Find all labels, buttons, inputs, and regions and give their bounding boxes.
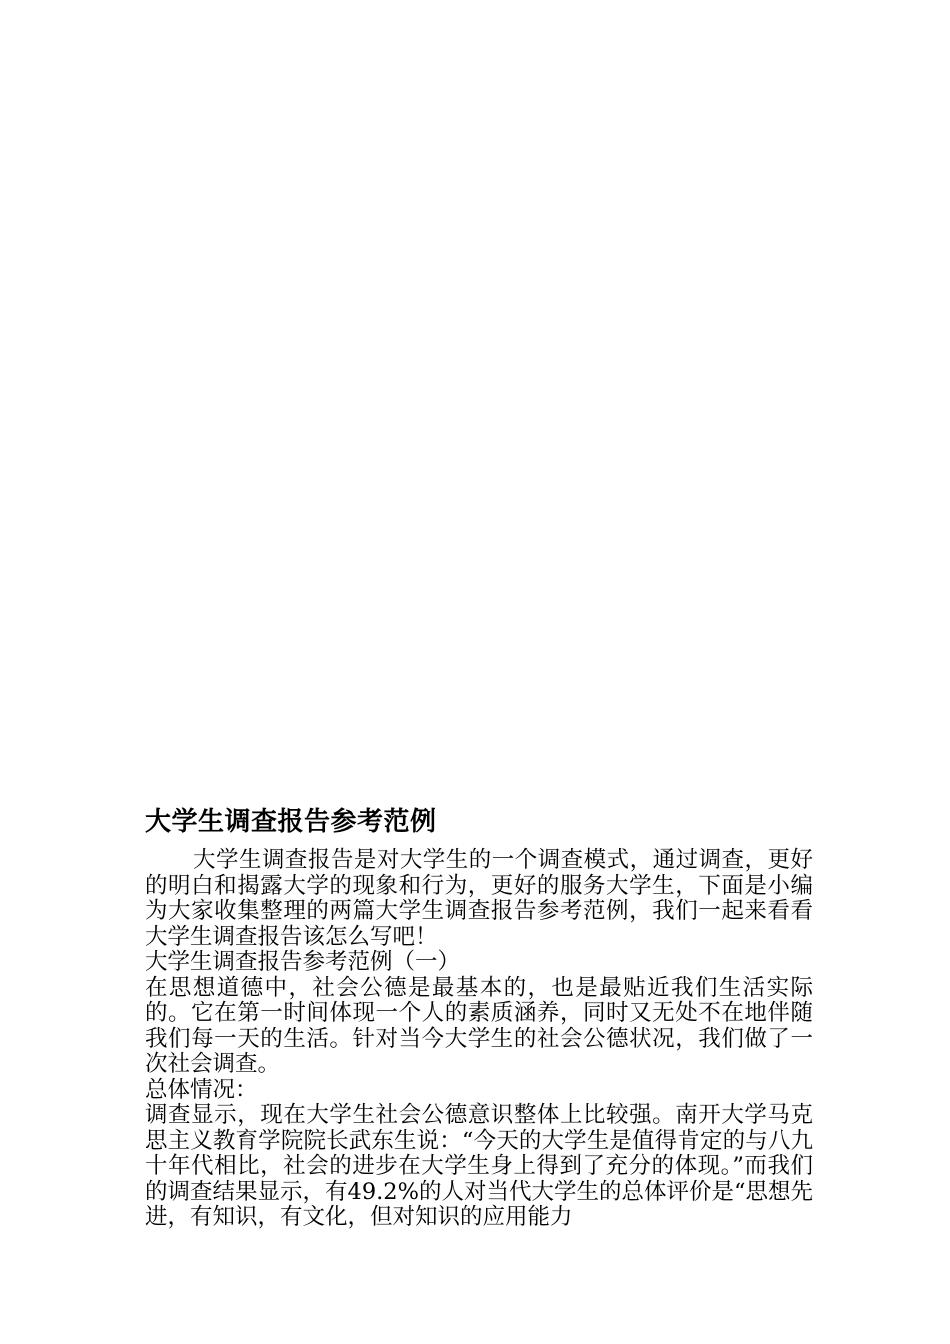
body-paragraph: 在思想道德中，社会公德是最基本的，也是最贴近我们生活实际的。它在第一时间体现一个人的素质涵养，同时又无处不在地伴随我们每一天的生活。针对当今大学生的社会公德状况，我们做了一次社会调查。	[145, 974, 813, 1077]
body-paragraph: 调查显示，现在大学生社会公德意识整体上比较强。南开大学马克思主义教育学院院长武东生说：“今天的大学生是值得肯定的与八九十年代相比，社会的进步在大学生身上得到了充分的体现。”而我们的调查结果显示，有49.2%的人对当代大学生的总体评价是“思想先进，有知识，有文化，但对知识的应用能力	[145, 1102, 813, 1230]
intro-paragraph: 大学生调查报告是对大学生的一个调查模式，通过调查，更好的明白和揭露大学的现象和行为，更好的服务大学生，下面是小编为大家收集整理的两篇大学生调查报告参考范例，我们一起来看看大学生调查报告该怎么写吧！	[145, 847, 813, 950]
document-title: 大学生调查报告参考范例	[145, 807, 437, 837]
section-heading: 大学生调查报告参考范例（一）	[145, 949, 461, 975]
document-body	[145, 802, 813, 1231]
subheading-overall: 总体情况：	[145, 1076, 258, 1103]
